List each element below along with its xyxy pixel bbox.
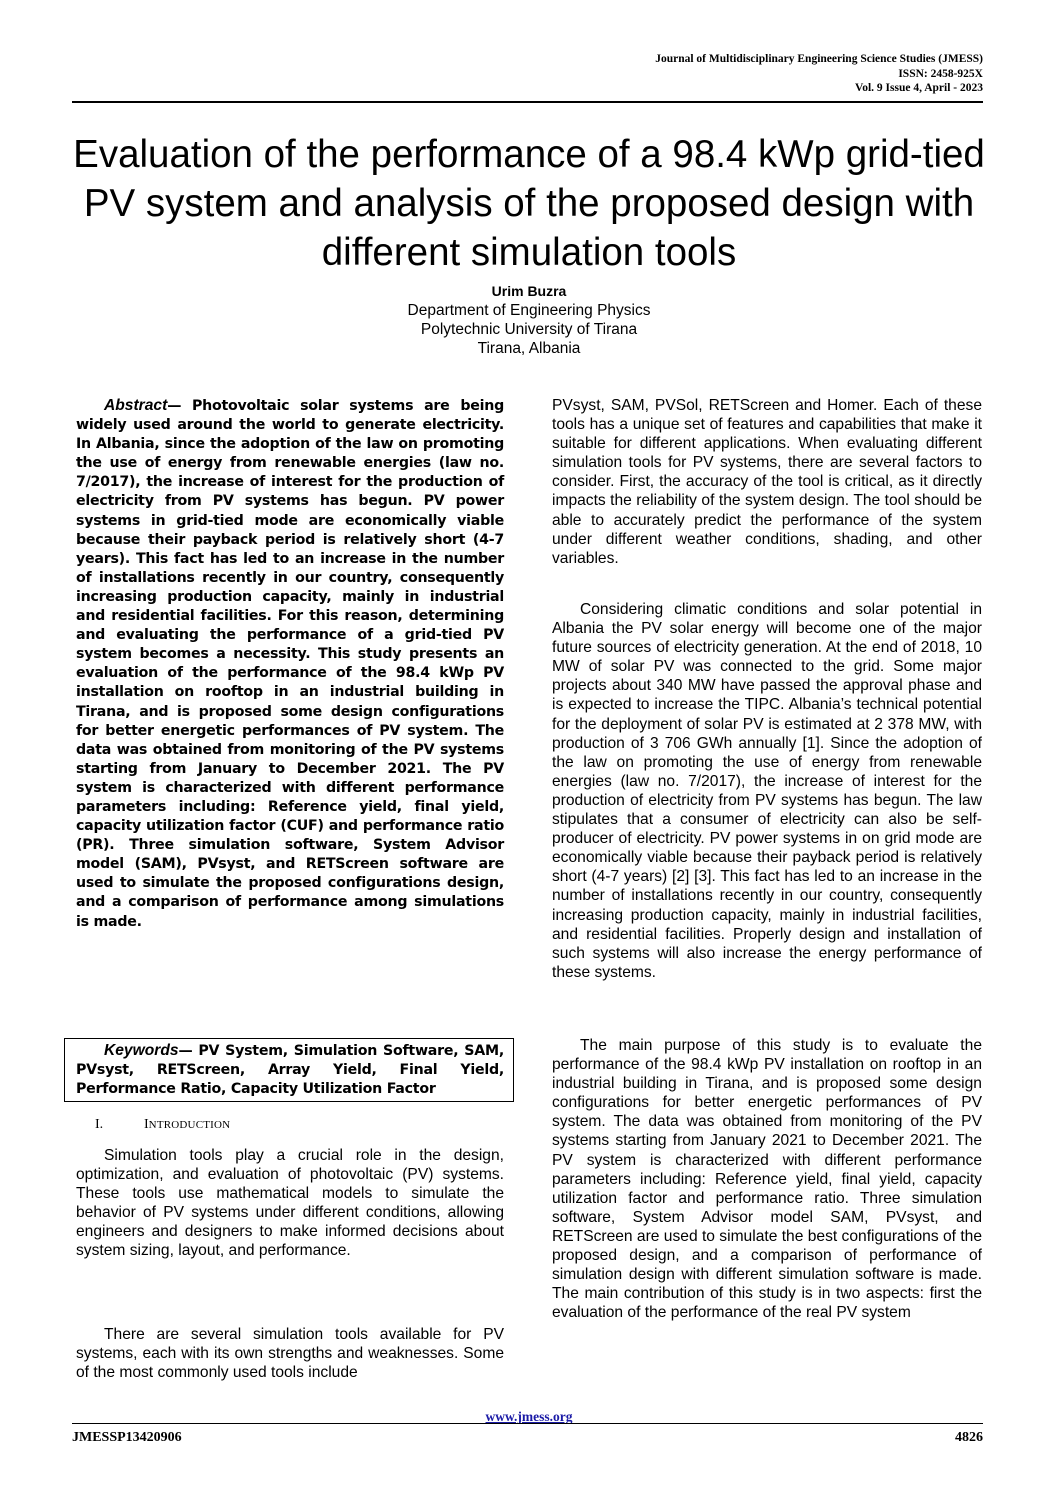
author-university: Polytechnic University of Tirana bbox=[420, 321, 638, 338]
paper-title: Evaluation of the performance of a 98.4 kWp grid-tied PV system and analysis of the proposed design with different simulation tools bbox=[73, 133, 985, 274]
footer-page-number: 4826 bbox=[955, 1430, 983, 1445]
intro-column bbox=[76, 1146, 504, 1261]
section-title-initial: I bbox=[144, 1117, 149, 1132]
author-block bbox=[0, 282, 1058, 358]
footer-website-link[interactable]: www.jmess.org bbox=[485, 1409, 573, 1424]
author-location: Tirana, Albania bbox=[477, 340, 581, 357]
keywords-text: — PV System, Simulation Software, SAM, PVsyst, RETScreen, Array Yield, Final Yield, Performance Ratio, Capacity Utilization Factor bbox=[76, 1043, 504, 1098]
right-paragraph-3: The main purpose of this study is to evaluate the performance of the 98.4 kWp PV installation on rooftop in an industrial building in Tirana, and is proposed some design configurations for better energetic performances of PV system. The data was obtained from monitoring of the PV systems starting from January 2021 to December 2021. The PV system is characterized with different performance parameters including: Reference yield, final yield, capacity utilization factor and performance ratio. Three simulation software, System Advisor model SAM, PVsyst, and RETScreen are used to simulate the best configurations of the proposed design, and a comparison of performance of simulation design with different simulation software is made. The main contribution of this study is in two aspects: first the evaluation of the performance of the real PV system bbox=[552, 1037, 982, 1322]
intro-column-continued bbox=[76, 1325, 504, 1382]
right-paragraph-1: PVsyst, SAM, PVSol, RETScreen and Homer. Each of these tools has a unique set of features and capabilities that make it suitable for different applications. When evaluating different simulation tools for PV systems, there are several factors to consider. First, the accuracy of the tool is critical, as it directly impacts the reliability of the system design. The tool should be able to accurately predict the performance of the system under different weather conditions, shading, and other variables. bbox=[552, 397, 982, 567]
author-department: Department of Engineering Physics bbox=[407, 302, 651, 319]
footer-rule bbox=[72, 1423, 983, 1424]
intro-paragraph-1: Simulation tools play a crucial role in the design, optimization, and evaluation of photovoltaic (PV) systems. These tools use mathematical models to simulate the behavior of PV systems under different conditions, allowing engineers and designers to make informed decisions about system sizing, layout, and performance. bbox=[76, 1147, 504, 1260]
keywords bbox=[76, 1041, 504, 1099]
section-title-rest: NTRODUCTION bbox=[148, 1119, 231, 1131]
intro-paragraph-2: There are several simulation tools available for PV systems, each with its own strengths and weaknesses. Some of the most commonly used tools include bbox=[76, 1326, 504, 1382]
right-column-3 bbox=[552, 1036, 982, 1322]
abstract-text: — Photovoltaic solar systems are being widely used around the world to generate electricity. In Albania, since the adoption of the law on promoting the use of energy from renewable energies (law no. 7/2017), the increase of interest for the production of electricity from PV systems has begun. PV power systems in grid-tied mode are economically viable because their payback period is relatively short (4-7 years). This fact has led to an increase in the number of installations recently in our country, consequently increasing production capacity, mainly in industrial and residential facilities. For this reason, determining and evaluating the performance of a grid-tied PV system becomes a necessity. This study presents an evaluation of the performance of the 98.4 kWp PV installation on rooftop in an industrial building in Tirana, and is proposed some design configurations for better energetic performances of PV system. The data was obtained from monitoring of the PV systems starting from January to December 2021. The PV system is characterized with different performance parameters including: Reference yield, final yield, capacity utilization factor (CUF) and performance ratio (PR). Three simulation software, System Advisor model (SAM), PVsyst, and RETScreen software are used to simulate the proposed configurations design, and a comparison of performance among simulations is made. bbox=[76, 398, 504, 930]
abstract-label: Abstract bbox=[104, 397, 168, 414]
journal-volume: Vol. 9 Issue 4, April - 2023 bbox=[854, 82, 983, 94]
journal-issn: ISSN: 2458-925X bbox=[898, 67, 983, 80]
header-rule bbox=[72, 101, 983, 103]
journal-header bbox=[655, 52, 983, 96]
right-paragraph-2: Considering climatic conditions and solar potential in Albania the PV solar energy will become one of the major future sources of electricity generation. At the end of 2018, 10 MW of solar PV was connected to the grid. Some major projects about 340 MW have passed the approval phase and is expected to increase the TIPC. Albania’s technical potential for the deployment of solar PV is estimated at 2 378 MW, with production of 3 706 GWh annually [1]. Since the adoption of the law on promoting the use of energy from renewable energies (law no. 7/2017), the increase of interest for the production of electricity from PV systems has begun. The law stipulates that a consumer of electricity can also be self-producer of electricity. PV power systems in on grid mode are economically viable because their payback period is relatively short (4-7 years) [2] [3]. This fact has led to an increase in the number of installations recently in our country, consequently increasing production capacity, mainly in industrial facilities, and residential facilities. Properly design and installation of such systems will also increase the energy performance of these systems. bbox=[552, 601, 982, 981]
abstract bbox=[76, 396, 504, 932]
right-column-2 bbox=[552, 600, 982, 982]
author-name: Urim Buzra bbox=[491, 283, 567, 299]
section-heading bbox=[95, 1117, 230, 1133]
section-number: I. bbox=[95, 1117, 104, 1132]
keywords-label: Keywords bbox=[104, 1042, 179, 1059]
right-column bbox=[552, 396, 982, 568]
left-column bbox=[76, 396, 504, 932]
journal-name: Journal of Multidisciplinary Engineering Science Studies (JMESS) bbox=[655, 53, 983, 65]
footer-paper-id: JMESSP13420906 bbox=[72, 1430, 182, 1445]
